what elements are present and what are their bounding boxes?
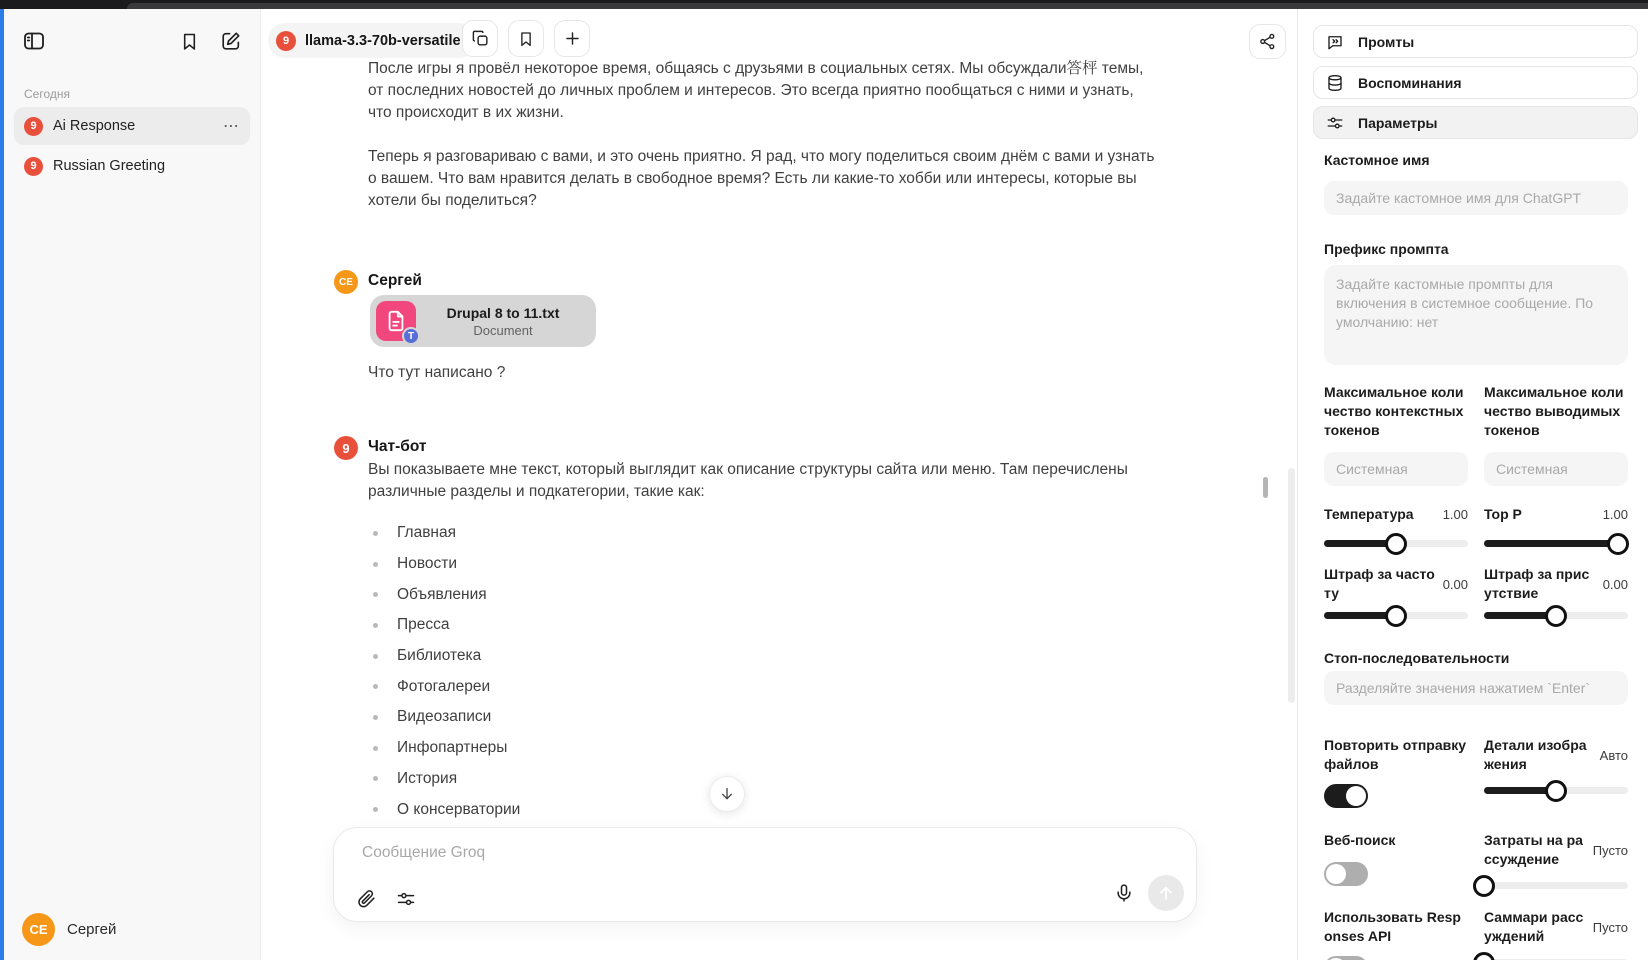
attachment-filename: Drupal 8 to 11.txt <box>446 304 560 321</box>
document-file-icon <box>376 301 416 341</box>
temperature-slider[interactable] <box>1324 540 1468 547</box>
slider-thumb[interactable] <box>1385 533 1407 555</box>
add-button[interactable] <box>554 20 590 57</box>
reasoning-summary-label: Саммари рассуждений <box>1484 909 1584 944</box>
microphone-icon <box>1114 883 1134 903</box>
slider-thumb[interactable] <box>1473 952 1495 960</box>
model-badge: 9 <box>24 117 43 136</box>
bookmark-icon <box>517 30 535 48</box>
composer <box>333 827 1197 922</box>
top-p-control <box>1484 505 1628 547</box>
slider-thumb[interactable] <box>1607 533 1629 555</box>
responses-api-label: Использовать Responses API <box>1324 909 1461 944</box>
send-button[interactable] <box>1148 875 1184 911</box>
message-input[interactable] <box>362 844 1062 862</box>
slider-thumb[interactable] <box>1545 605 1567 627</box>
model-badge: 9 <box>24 157 43 176</box>
slider-thumb[interactable] <box>1545 780 1567 802</box>
tab-parameters[interactable] <box>1313 106 1638 139</box>
reasoning-effort-label: Затраты на рассуждение <box>1484 832 1583 867</box>
assistant-paragraph: Теперь я разговариваю с вами, и это очень приятно. Я рад, что могу поделиться своим днём с вами и узнать о вашем. Что вам нравится делать в свободное время? Есть ли какие-то хобби или интересы, которые вы хотели бы поделиться? <box>368 148 1155 209</box>
conversation-menu-icon[interactable]: ⋯ <box>223 118 240 135</box>
bot-message-author: Чат-бот <box>368 438 427 455</box>
list-item: История <box>368 764 868 795</box>
model-badge: 9 <box>276 31 296 51</box>
tab-label: Воспоминания <box>1358 74 1462 91</box>
bookmark-chat-button[interactable] <box>508 20 544 57</box>
conversation-group-label: Сегодня <box>24 87 70 101</box>
attachment-kind: Document <box>473 322 533 338</box>
image-detail-label: Детали изображения <box>1484 737 1587 772</box>
web-search-toggle[interactable] <box>1324 862 1368 886</box>
panel-scrollbar[interactable] <box>1288 468 1295 703</box>
stop-sequences-input[interactable] <box>1324 671 1628 705</box>
image-detail-value: Авто <box>1599 747 1628 763</box>
tab-label: Параметры <box>1358 114 1438 131</box>
web-search-control <box>1324 831 1468 889</box>
custom-name-label: Кастомное имя <box>1324 152 1430 168</box>
copy-icon <box>471 29 490 48</box>
assistant-paragraph: После игры я провёл некоторое время, общаясь с друзьями в социальных сетях. Мы обсуждали答枰 темы, от последних новостей до личных проблем и интересов. Это всегда приятно пообщаться с ними и узнать, что происходит в их жизни. <box>368 60 1144 121</box>
presence-penalty-slider[interactable] <box>1484 612 1628 619</box>
top-p-label: Top P <box>1484 506 1522 522</box>
compose-icon <box>220 30 242 52</box>
user-avatar: СЕ <box>22 913 55 946</box>
top-p-slider[interactable] <box>1484 540 1628 547</box>
window-tab-shape <box>127 3 1648 9</box>
scroll-to-bottom-button[interactable] <box>709 776 745 812</box>
user-avatar: СЕ <box>334 270 358 294</box>
window-title-strip <box>0 0 1648 9</box>
web-search-label: Веб-поиск <box>1324 832 1396 848</box>
list-item: Фотогалереи <box>368 671 868 702</box>
reasoning-summary-control <box>1484 908 1628 960</box>
arrow-down-icon <box>719 786 735 802</box>
attachment-card[interactable] <box>370 295 596 347</box>
top-p-value: 1.00 <box>1602 507 1628 522</box>
copy-chat-button[interactable] <box>462 20 498 57</box>
stop-sequences-label: Стоп-последовательности <box>1324 650 1510 666</box>
chat-area <box>261 9 1297 960</box>
temperature-value: 1.00 <box>1442 507 1468 522</box>
conversation-title: Ai Response <box>53 118 136 134</box>
max-context-tokens-label: Максимальное количество контекстных токенов <box>1324 384 1464 438</box>
conversation-title: Russian Greeting <box>53 158 166 174</box>
model-name: llama-3.3-70b-versatile <box>305 32 461 49</box>
frequency-penalty-control <box>1324 565 1468 619</box>
resend-files-control <box>1324 736 1468 808</box>
assistant-message-earlier <box>368 58 1160 212</box>
arrow-up-icon <box>1157 884 1175 902</box>
conversation-item-russian-greeting[interactable] <box>14 147 250 185</box>
share-button[interactable] <box>1249 24 1286 59</box>
responses-api-control <box>1324 908 1468 960</box>
max-context-tokens-input[interactable] <box>1324 452 1468 486</box>
tab-memories[interactable] <box>1313 66 1638 99</box>
sidebar <box>4 9 261 960</box>
user-profile-chip[interactable] <box>22 913 116 946</box>
presence-penalty-control <box>1484 565 1628 619</box>
prompt-prefix-label: Префикс промпта <box>1324 241 1449 257</box>
list-item: Новости <box>368 549 868 580</box>
list-item: Пресса <box>368 610 868 641</box>
list-item: Главная <box>368 518 868 549</box>
responses-api-toggle[interactable] <box>1324 956 1368 960</box>
frequency-penalty-label: Штраф за частоту <box>1324 566 1435 601</box>
temperature-control <box>1324 505 1468 547</box>
tab-label: Промты <box>1358 33 1415 50</box>
message-options-button[interactable] <box>396 889 416 909</box>
database-icon <box>1326 74 1344 92</box>
max-output-tokens-label: Максимальное количество выводимых токенов <box>1484 384 1624 438</box>
presence-penalty-value: 0.00 <box>1602 576 1628 592</box>
frequency-penalty-slider[interactable] <box>1324 612 1468 619</box>
plus-icon <box>563 29 582 48</box>
tab-prompts[interactable] <box>1313 25 1638 58</box>
list-item: Видеозаписи <box>368 702 868 733</box>
sliders-icon <box>1326 114 1344 132</box>
chat-scrollbar-thumb[interactable] <box>1263 477 1268 498</box>
model-selector[interactable] <box>268 23 477 58</box>
prompt-bubble-icon <box>1326 33 1344 51</box>
slider-thumb[interactable] <box>1473 875 1495 897</box>
user-message-text: Что тут написано ? <box>368 364 506 381</box>
prompt-prefix-textarea[interactable] <box>1324 265 1628 365</box>
frequency-penalty-value: 0.00 <box>1442 576 1468 592</box>
max-output-tokens-input[interactable] <box>1484 452 1628 486</box>
sliders-icon <box>396 889 416 909</box>
bot-avatar: 9 <box>334 436 358 460</box>
list-item: Объявления <box>368 579 868 610</box>
window-accent-line <box>0 9 4 960</box>
image-detail-slider[interactable] <box>1484 787 1628 794</box>
reasoning-summary-value: Пусто <box>1592 919 1628 935</box>
share-icon <box>1258 32 1277 51</box>
user-message-author: Сергей <box>368 272 422 289</box>
bot-message-list <box>368 518 868 825</box>
slider-thumb[interactable] <box>1385 605 1407 627</box>
attach-file-button[interactable] <box>356 889 376 909</box>
resend-files-label: Повторить отправку файлов <box>1324 737 1467 772</box>
reasoning-effort-value: Пусто <box>1592 842 1628 858</box>
list-item: Библиотека <box>368 641 868 672</box>
sidebar-toggle-icon <box>22 29 46 53</box>
list-item: О консерватории <box>368 794 868 825</box>
image-detail-control <box>1484 736 1628 808</box>
new-chat-button[interactable] <box>220 30 242 52</box>
conversation-item-ai-response[interactable] <box>14 107 250 145</box>
reasoning-effort-control <box>1484 831 1628 889</box>
text-file-badge: T <box>402 327 420 345</box>
voice-input-button[interactable] <box>1114 883 1134 903</box>
custom-name-input[interactable] <box>1324 181 1628 215</box>
resend-files-toggle[interactable] <box>1324 784 1368 808</box>
list-item: Инфопартнеры <box>368 733 868 764</box>
settings-panel <box>1297 9 1648 960</box>
bot-message-intro: Вы показываете мне текст, который выглядит как описание структуры сайта или меню. Там перечислены различные разделы и подкатегории, такие как: <box>368 461 1128 500</box>
bookmark-icon <box>179 31 200 52</box>
sidebar-toggle-button[interactable] <box>22 29 46 53</box>
reasoning-effort-slider[interactable] <box>1484 882 1628 889</box>
temperature-label: Температура <box>1324 506 1414 522</box>
presence-penalty-label: Штраф за присутствие <box>1484 566 1590 601</box>
saved-bookmarks-button[interactable] <box>179 30 200 52</box>
user-name: Сергей <box>67 921 117 938</box>
paperclip-icon <box>356 889 376 909</box>
